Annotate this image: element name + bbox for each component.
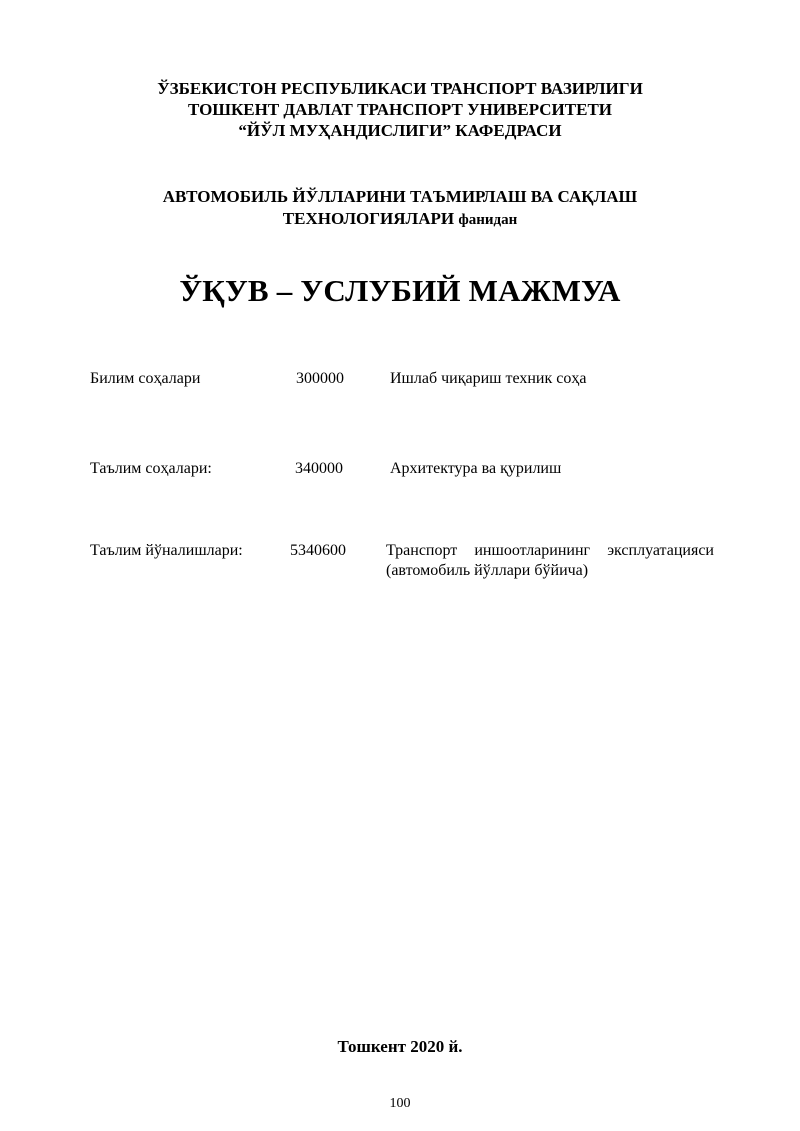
subject-suffix: фанидан	[458, 212, 518, 228]
page-title: ЎҚУВ – УСЛУБИЙ МАЖМУА	[179, 273, 621, 308]
subject-block	[0, 186, 800, 231]
info-label: Таълим йўналишлари:	[90, 542, 243, 559]
university-name: ТОШКЕНТ ДАВЛАТ ТРАНСПОРТ УНИВЕРСИТЕТИ	[187, 100, 613, 119]
info-code: 300000	[296, 370, 344, 387]
info-code: 340000	[295, 460, 343, 477]
info-description: Ишлаб чиқариш техник соҳа	[390, 370, 587, 387]
ministry-name: ЎЗБЕКИСТОН РЕСПУБЛИКАСИ ТРАНСПОРТ ВАЗИРЛИГИ	[157, 79, 643, 98]
department-name: “ЙЎЛ МУҲАНДИСЛИГИ” КАФЕДРАСИ	[238, 121, 562, 140]
info-description: Архитектура ва қурилиш	[390, 460, 562, 477]
info-label: Таълим соҳалари:	[90, 460, 212, 477]
city-year: Тошкент 2020 й.	[337, 1037, 463, 1056]
info-description: Транспорт иншоотларининг эксплуатацияси (автомобиль йўллари бўйича)	[386, 542, 714, 579]
info-code: 5340600	[290, 542, 346, 559]
info-label: Билим соҳалари	[90, 370, 201, 387]
subject-line-1: АВТОМОБИЛЬ ЙЎЛЛАРИНИ ТАЪМИРЛАШ ВА САҚЛАШ	[162, 187, 638, 206]
subject-line-2-text: ТЕХНОЛОГИЯЛАРИ	[282, 209, 455, 228]
page-number: 100	[389, 1096, 411, 1111]
subject-line-2	[0, 208, 800, 231]
header-block	[0, 78, 800, 141]
